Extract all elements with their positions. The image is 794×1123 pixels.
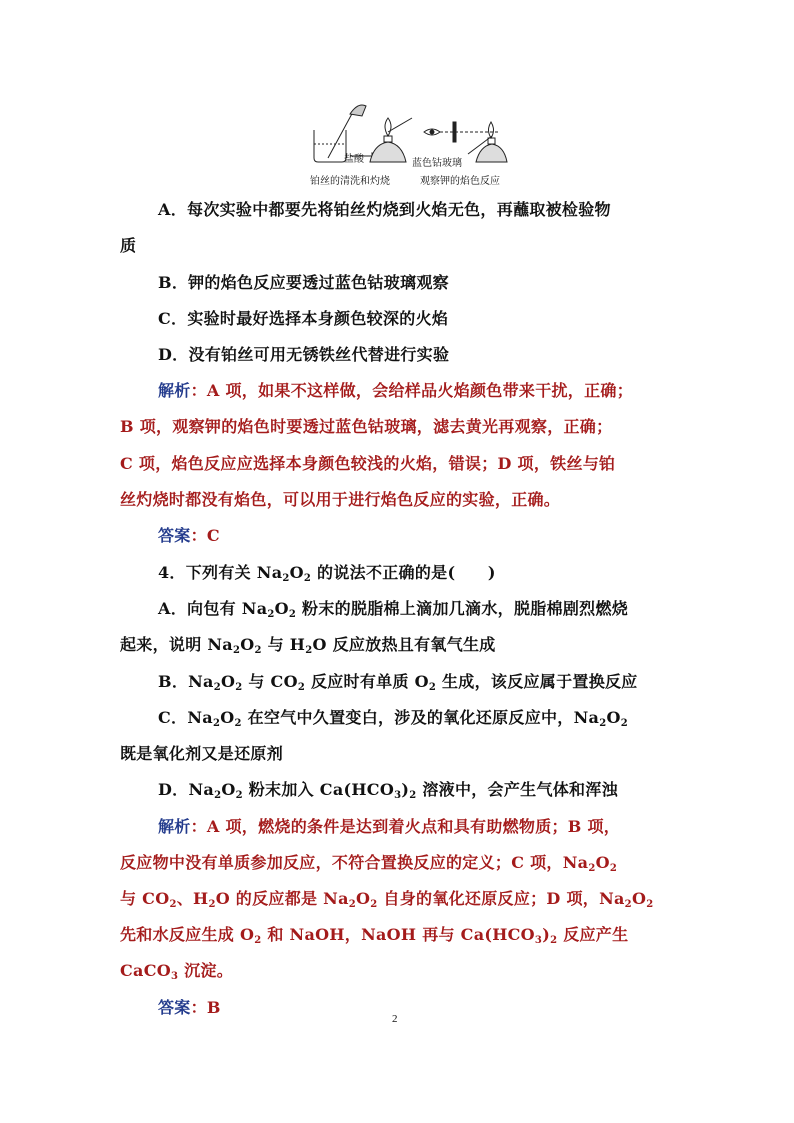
q3-option-d: D．没有铂丝可用无锈铁丝代替进行实验 [158,345,450,364]
q4-option-d: D．$Na_2O_2$ 粉末加入 $Ca(HCO_3)_2$ 溶液中，会产生气体和浑浊 [158,780,618,801]
page-number: 2 [392,1013,398,1025]
q4-option-b: B．$Na_2O_2$ 与 $CO_2$ 反应时有单质 $O_2$ 生成，该反应属于置换反应 [158,672,638,693]
q4-analysis-line3: 与 $CO_2$、$H_2O$ 的反应都是 $Na_2O_2$ 自身的氧化还原反应；D 项，$Na_2O_2$ [120,889,654,910]
analysis-label: 解析 [158,381,191,400]
eye-icon [424,129,440,135]
answer-value: ：B [190,998,221,1017]
q3-option-b: B．钾的焰色反应要透过蓝色钴玻璃观察 [158,273,449,292]
q4-analysis-line4: 先和水反应生成 $O_2$ 和 NaOH，NaOH 再与 $Ca(HCO_3)_2$ 反应产生 [120,925,629,946]
analysis-label: 解析 [158,817,191,836]
flame-test-figure [308,92,508,187]
q3-analysis-line3: C 项，焰色反应应选择本身颜色较浅的火焰，错误；D 项，铁丝与铂 [120,454,616,473]
q4-option-a-line2: 起来，说明 $Na_2O_2$ 与 $H_2O$ 反应放热且有氧气生成 [120,635,496,656]
cobalt-glass-label: 蓝色钴玻璃 [412,158,462,169]
alcohol-lamp-icon [468,122,507,162]
caption-left: 铂丝的清洗和灼烧 [310,176,390,187]
q4-option-c-line1: C．$Na_2O_2$ 在空气中久置变白，涉及的氧化还原反应中，$Na_2O_2$ [158,708,628,729]
q4-answer [158,995,718,1018]
hcl-label: 盐酸 [344,154,364,165]
q3-option-a-line1: A．每次实验中都要先将铂丝灼烧到火焰无色，再蘸取被检验物 [158,200,611,219]
q4-analysis-line5: CaCO$_3$ 沉淀。 [120,961,234,982]
answer-label: 答案 [158,998,191,1017]
q3-option-c: C．实验时最好选择本身颜色较深的火焰 [158,309,449,328]
q4-option-a-line1: A．向包有 $Na_2O_2$ 粉末的脱脂棉上滴加几滴水，脱脂棉剧烈燃烧 [158,599,629,620]
q3-analysis-line1: 解析：A 项，如果不这样做，会给样品火焰颜色带来干扰，正确； [158,381,633,400]
q4-analysis-line1: 解析：A 项，燃烧的条件是达到着火点和具有助燃物质；B 项， [158,817,621,836]
q3-option-a-line2: 质 [120,236,137,255]
q3-answer [158,523,718,546]
q3-analysis-line4: 丝灼烧时都没有焰色，可以用于进行焰色反应的实验，正确。 [120,490,561,509]
answer-value: ：C [190,526,220,545]
q4-option-c-line2: 既是氧化剂又是还原剂 [120,744,284,763]
q4-stem: 4．下列有关 $Na_2O_2$ 的说法不正确的是( ) [158,563,496,584]
alcohol-lamp-icon [370,118,412,162]
caption-right: 观察钾的焰色反应 [420,176,500,187]
answer-label: 答案 [158,526,191,545]
q4-analysis-line2: 反应物中没有单质参加反应，不符合置换反应的定义；C 项，$Na_2O_2$ [120,853,618,874]
q3-analysis-line2: B 项，观察钾的焰色时要透过蓝色钴玻璃，滤去黄光再观察，正确； [120,417,613,436]
